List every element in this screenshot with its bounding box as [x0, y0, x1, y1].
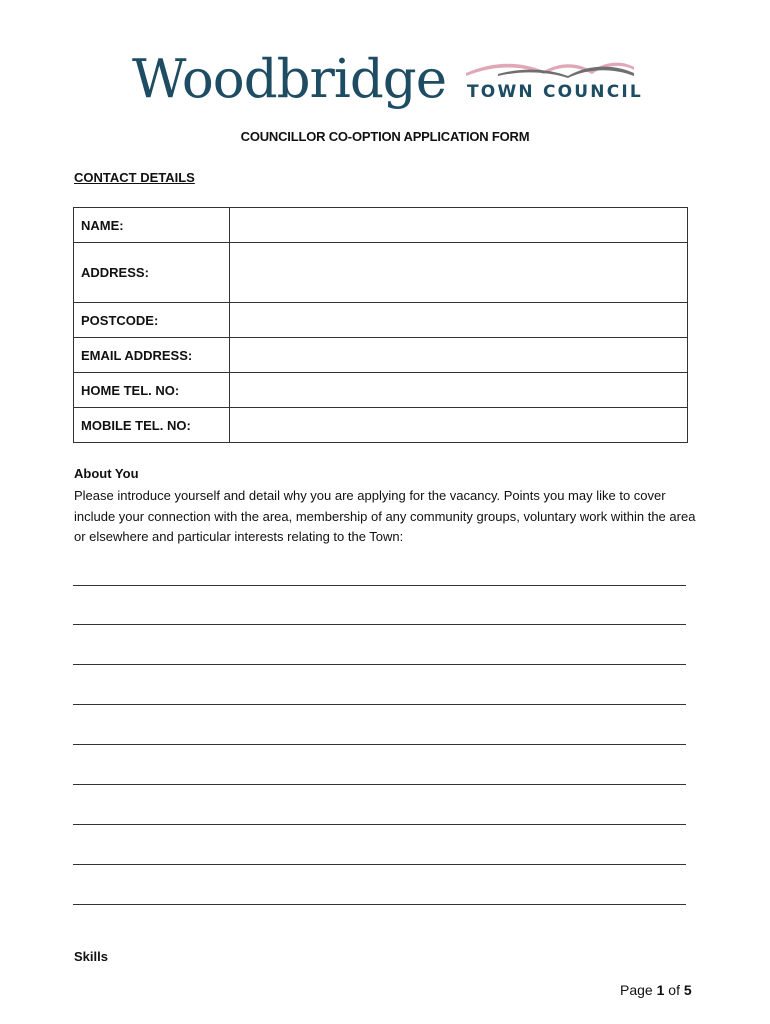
table-row	[74, 303, 688, 338]
page-prefix: Page	[620, 982, 653, 998]
answer-line[interactable]	[73, 585, 686, 586]
table-row	[74, 243, 688, 303]
form-title: COUNCILLOR CO-OPTION APPLICATION FORM	[240, 129, 530, 144]
email-label: EMAIL ADDRESS:	[74, 338, 230, 373]
page-total: 5	[683, 982, 692, 998]
answer-line[interactable]	[73, 744, 686, 745]
logo-subtitle: TOWN COUNCIL	[467, 82, 643, 102]
table-row	[74, 408, 688, 443]
mobile-tel-field[interactable]	[230, 408, 688, 443]
contact-details-table	[73, 207, 688, 443]
address-label: ADDRESS:	[74, 243, 230, 303]
contact-details-heading: CONTACT DETAILS	[74, 170, 195, 185]
address-field[interactable]	[230, 243, 688, 303]
logo-wordmark: Woodbridge	[132, 49, 447, 110]
home-tel-field[interactable]	[230, 373, 688, 408]
answer-line[interactable]	[73, 824, 686, 825]
answer-line[interactable]	[73, 664, 686, 665]
mobile-tel-label: MOBILE TEL. NO:	[74, 408, 230, 443]
table-row	[74, 208, 688, 243]
council-logo	[132, 49, 643, 114]
answer-line[interactable]	[73, 904, 686, 905]
postcode-field[interactable]	[230, 303, 688, 338]
name-field[interactable]	[230, 208, 688, 243]
about-you-instructions: Please introduce yourself and detail why you are applying for the vacancy. Points you may like to cover include your connection with the area, membership of any community groups, voluntary work within the area or elsewhere and particular interests relating to the Town:	[74, 488, 696, 544]
answer-line[interactable]	[73, 784, 686, 785]
answer-line[interactable]	[73, 624, 686, 625]
logo-waves-icon	[464, 57, 636, 79]
page-number	[620, 982, 692, 998]
name-label: NAME:	[74, 208, 230, 243]
answer-line[interactable]	[73, 704, 686, 705]
page-current: 1	[656, 982, 665, 998]
table-row	[74, 338, 688, 373]
answer-line[interactable]	[73, 864, 686, 865]
email-field[interactable]	[230, 338, 688, 373]
table-row	[74, 373, 688, 408]
page-sep: of	[668, 982, 680, 998]
home-tel-label: HOME TEL. NO:	[74, 373, 230, 408]
about-you-heading: About You	[74, 466, 139, 481]
postcode-label: POSTCODE:	[74, 303, 230, 338]
skills-heading: Skills	[74, 949, 108, 964]
